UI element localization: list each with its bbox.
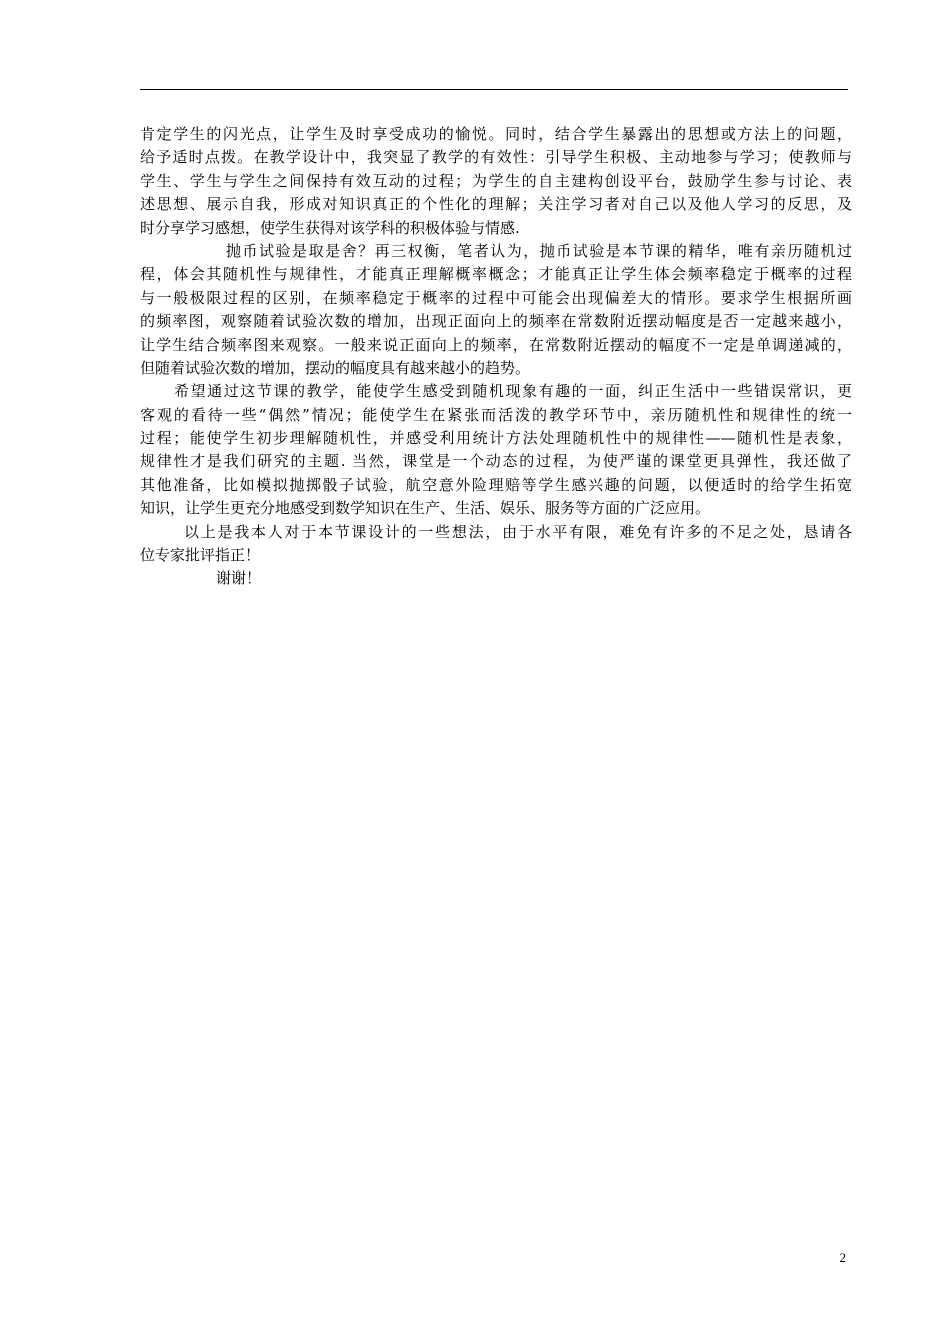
paragraph-3-line-5: 其他准备，比如模拟抛掷骰子试验，航空意外险理赔等学生感兴趣的问题，以便适时的给学生拓宽 bbox=[140, 475, 852, 494]
paragraph-2-line-5: 让学生结合频率图来观察。一般来说正面向上的频率，在常数附近摆动的幅度不一定是单调递减的， bbox=[140, 335, 852, 354]
paragraph-1-line-5: 时分享学习感想，使学生获得对该学科的积极体验与情感. bbox=[140, 218, 520, 237]
header-rule bbox=[140, 89, 848, 90]
paragraph-3-line-6: 知识，让学生更充分地感受到数学知识在生产、生活、娱乐、服务等方面的广泛应用。 bbox=[140, 499, 711, 518]
paragraph-4-line-1: 以上是我本人对于本节课设计的一些想法，由于水平有限，难免有许多的不足之处，恳请各 bbox=[184, 522, 852, 541]
paragraph-1-line-4: 述思想、展示自我，形成对知识真正的个性化的理解；关注学习者对自己以及他人学习的反思，及 bbox=[140, 195, 852, 214]
paragraph-1-line-3: 学生、学生与学生之间保持有效互动的过程；为学生的自主建构创设平台，鼓励学生参与讨论、表 bbox=[140, 171, 852, 190]
closing-thanks: 谢谢！ bbox=[216, 569, 262, 588]
paragraph-2-line-6: 但随着试验次数的增加，摆动的幅度具有越来越小的趋势。 bbox=[140, 358, 531, 377]
document-body bbox=[140, 123, 852, 591]
paragraph-2-line-1: 抛币试验是取是舍？再三权衡，笔者认为，抛币试验是本节课的精华，唯有亲历随机过 bbox=[226, 241, 852, 260]
paragraph-1-line-1: 肯定学生的闪光点，让学生及时享受成功的愉悦。同时，结合学生暴露出的思想或方法上的问题， bbox=[140, 125, 852, 143]
paragraph-4-line-2: 位专家批评指正！ bbox=[140, 546, 261, 565]
paragraph-3-line-4: 规律性才是我们研究的主题. 当然，课堂是一个动态的过程，为使严谨的课堂更具弹性，我还做了 bbox=[140, 452, 852, 471]
paragraph-2-line-3: 与一般极限过程的区别，在频率稳定于概率的过程中可能会出现偏差大的情形。要求学生根据所画 bbox=[140, 288, 852, 307]
paragraph-3-line-2: 客观的看待一些“偶然”情况；能使学生在紧张而活泼的教学环节中，亲历随机性和规律性的统一 bbox=[140, 405, 852, 424]
paragraph-3-line-3: 过程；能使学生初步理解随机性，并感受利用统计方法处理随机性中的规律性——随机性是表象， bbox=[140, 429, 852, 448]
paragraph-2-line-2: 程，体会其随机性与规律性，才能真正理解概率概念；才能真正让学生体会频率稳定于概率的过程 bbox=[140, 265, 852, 284]
paragraph-3-line-1: 希望通过这节课的教学，能使学生感受到随机现象有趣的一面，纠正生活中一些错误常识，更 bbox=[174, 382, 852, 401]
page-number: 2 bbox=[839, 1250, 846, 1265]
paragraph-1-line-2: 给予适时点拨。在教学设计中，我突显了教学的有效性：引导学生积极、主动地参与学习；使教师与 bbox=[140, 148, 852, 167]
paragraph-2-line-4: 的频率图，观察随着试验次数的增加，出现正面向上的频率在常数附近摆动幅度是否一定越来越小， bbox=[140, 312, 852, 331]
